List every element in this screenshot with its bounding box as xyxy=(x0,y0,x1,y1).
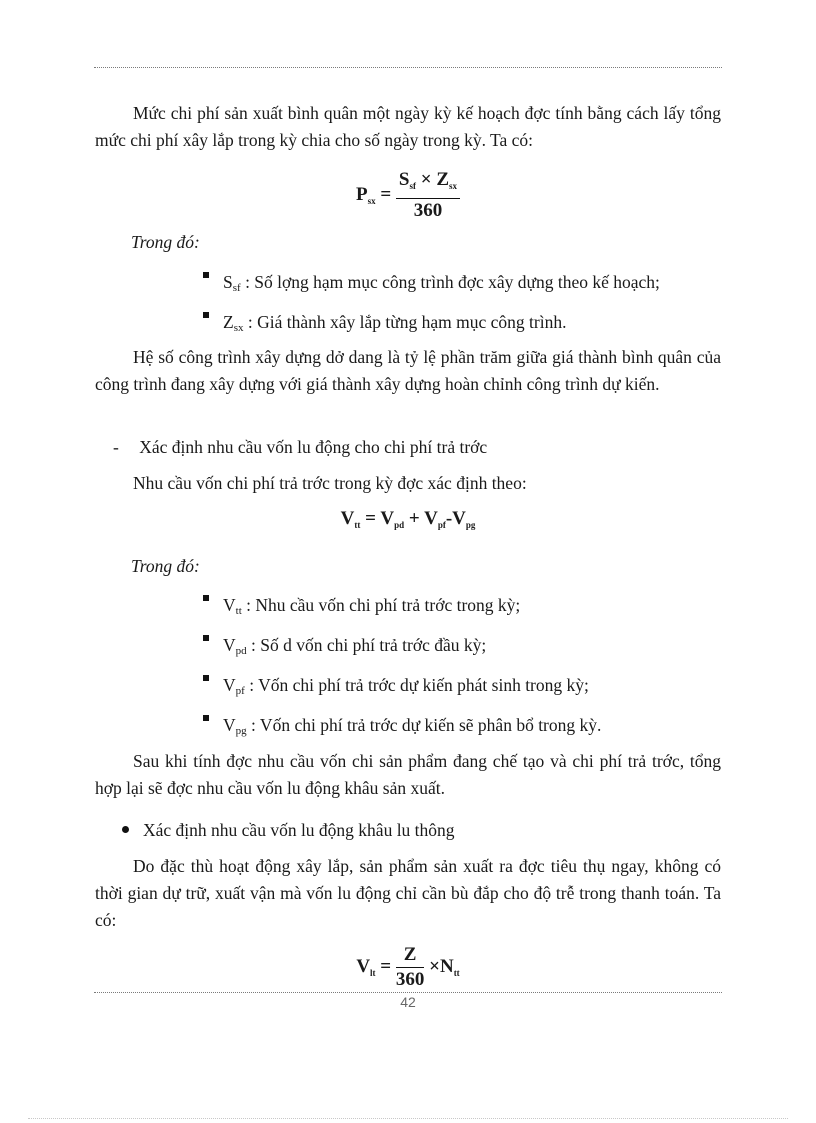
square-bullet-icon xyxy=(203,312,209,318)
definition-item: Vtt : Nhu cầu vốn chi phí trả trớc trong kỳ; xyxy=(203,592,723,625)
dash-marker: - xyxy=(113,437,119,457)
header-rule xyxy=(94,67,722,68)
square-bullet-icon xyxy=(203,715,209,721)
page-edge-rule xyxy=(28,1118,788,1119)
round-bullet-icon xyxy=(122,826,129,833)
page-number: 42 xyxy=(400,994,416,1010)
definition-item: Vpf : Vốn chi phí trả trớc dự kiến phát sinh trong kỳ; xyxy=(203,672,723,705)
paragraph-5: Do đặc thù hoạt động xây lắp, sản phẩm sản xuất ra đợc tiêu thụ ngay, không có thời gian dự trữ, xuất vận mà vốn lu động chỉ cần bù đắp cho độ trễ trong thanh toán. Ta có: xyxy=(95,856,721,930)
square-bullet-icon xyxy=(203,635,209,641)
paragraph-3: Nhu cầu vốn chi phí trả trớc trong kỳ đợc xác định theo: xyxy=(133,473,527,493)
square-bullet-icon xyxy=(203,675,209,681)
trong-do-label-2: Trong đó: xyxy=(131,556,200,576)
square-bullet-icon xyxy=(203,272,209,278)
paragraph-1: Mức chi phí sản xuất bình quân một ngày kỳ kế hoạch đợc tính bằng cách lấy tổng mức chi phí xây lắp trong kỳ chia cho số ngày trong kỳ. Ta có: xyxy=(95,103,721,150)
formula-2: $V_{tt} = V_{pd} + V_{pf}-V_{pg}$ xyxy=(340,508,476,530)
definition-item: Vpd : Số d vốn chi phí trả trớc đầu kỳ; xyxy=(203,632,723,665)
formula-1: $P_{sx}$ = $\frac{S_{sf} \times Z_{sx}}{360}$ xyxy=(0,168,816,223)
dash-list-item: - Xác định nhu cầu vốn lu động cho chi phí trả trớc xyxy=(113,437,488,457)
footer-rule xyxy=(94,992,722,993)
formula-1-lhs: $P_{sx}$ xyxy=(355,183,376,206)
paragraph-2: Hệ số công trình xây dựng dở dang là tỷ lệ phần trăm giữa giá thành bình quân của công trình đang xây dựng với giá thành xây dựng hoàn chỉnh công trình dự kiến. xyxy=(95,347,721,394)
definition-item: Vpg : Vốn chi phí trả trớc dự kiến sẽ phân bổ trong kỳ. xyxy=(203,712,723,745)
dot-list-item: Xác định nhu cầu vốn lu động khâu lu thông xyxy=(122,817,748,844)
definition-item: Zsx : Giá thành xây lắp từng hạm mục công trình. xyxy=(203,309,723,342)
formula-1-fraction: $\frac{S_{sf} \times Z_{sx}}{360}$ xyxy=(396,168,460,223)
formula-3: $V_{lt}$ = $\frac{Z}{360}$ $\times N_{tt}$ xyxy=(356,944,460,990)
square-bullet-icon xyxy=(203,595,209,601)
definition-item: Ssf : Số lợng hạm mục công trình đợc xây dựng theo kế hoạch; xyxy=(203,269,723,302)
paragraph-4: Sau khi tính đợc nhu cầu vốn chi sản phẩm đang chế tạo và chi phí trả trớc, tổng hợp lại sẽ đợc nhu cầu vốn lu động khâu sản xuất. xyxy=(95,751,721,798)
trong-do-label-1: Trong đó: xyxy=(131,232,200,252)
formula-3-fraction: $\frac{Z}{360}$ xyxy=(395,944,425,990)
